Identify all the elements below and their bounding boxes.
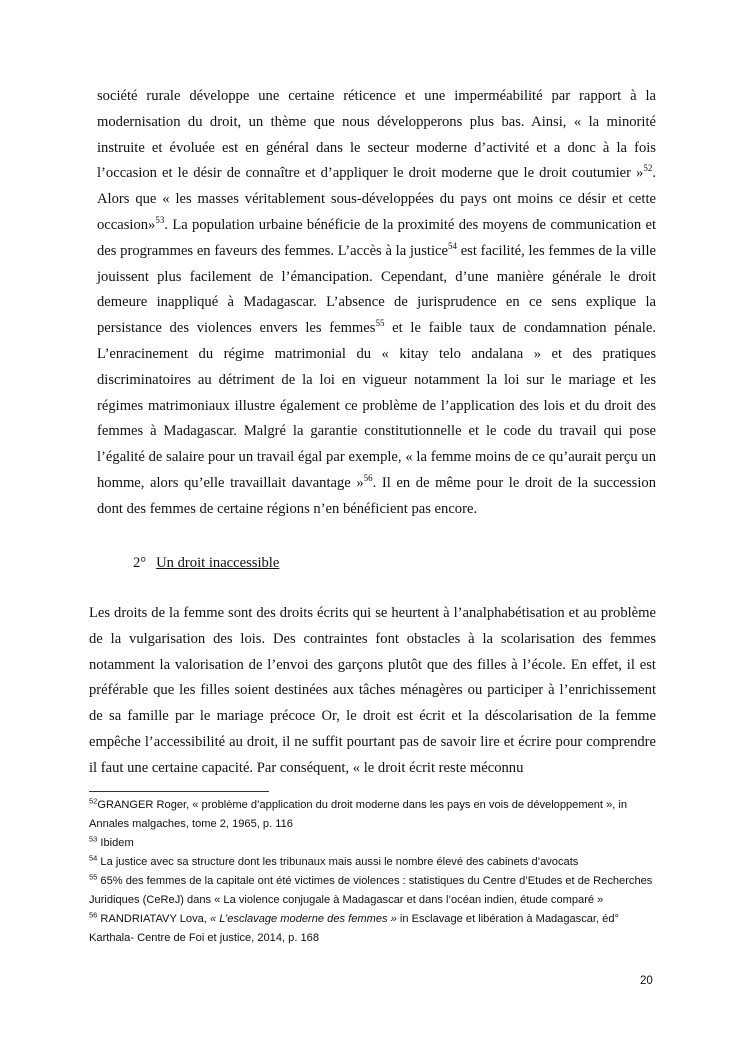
footnote-number: 53: [89, 834, 98, 844]
footnote-52: [89, 796, 661, 834]
footnote-ref-56[interactable]: 56: [363, 473, 373, 484]
footnote-text: RANDRIATAVY Lova,: [97, 913, 210, 925]
footnote-text: La justice avec sa structure dont les tribunaux mais aussi le nombre élevé des cabinets d’avocats: [97, 856, 579, 868]
footnote-text: GRANGER Roger, « problème d’application du droit moderne dans les pays en vois de développement », in Annales malgaches, tome 2, 1965, p. 116: [89, 799, 628, 830]
paragraph-text: . Il en de même pour le droit de la succession dont des femmes de certaine régions n’en bénéficient pas encore.: [97, 474, 656, 517]
paragraph-text: . La population urbaine bénéficie de la proximité des moyens de communication et des programmes en faveurs des femmes. L’accès à la justice: [97, 216, 656, 259]
body-paragraph-1: [97, 84, 656, 523]
section-number: 2°: [133, 555, 147, 571]
paragraph-text: . Alors que « les masses véritablement sous-développées du pays ont moins ce désir et cette occasion»: [97, 165, 656, 233]
footnote-number: 52: [89, 796, 98, 806]
paragraph-text: et le faible taux de condamnation pénale. L’enracinement du régime matrimonial du « kitay telo andalana » et des pratiques discriminatoires au détriment de la loi en vigueur notamment la loi sur le mariage et les régimes matrimoniaux illustre également ce problème de l’application des lois et du droit des femmes à Madagascar. Malgré la garantie constitutionnelle et le code du travail qui pose l’égalité de salaire pour un travail égal par exemple, « la femme moins de ce qu’aurait perçu un homme, alors qu’elle travaillait davantage »: [97, 320, 656, 491]
footnote-text: Ibidem: [97, 837, 134, 849]
footnote-55: [89, 872, 661, 910]
footnote-53: [89, 834, 661, 853]
paragraph-text: société rurale développe une certaine réticence et une imperméabilité par rapport à la modernisation du droit, un thème que nous développerons plus bas. Ainsi, « la minorité instruite et évoluée est en général dans le secteur moderne d’activité et a donc à la fois l’occasion et le désir de connaître et d’appliquer le droit moderne que le droit coutumier »: [97, 88, 656, 182]
footnote-ref-54[interactable]: 54: [447, 240, 457, 251]
footnote-separator: [89, 791, 269, 792]
page-number: 20: [640, 975, 653, 987]
paragraph-text: est facilité, les femmes de la ville jouissent plus facilement de l’émancipation. Cependant, d’une manière générale le droit demeure inappliqué à Madagascar. L’absence de jurisprudence en ce sens explique la persistance des violences envers les femmes: [97, 242, 657, 337]
footnote-ref-53[interactable]: 53: [155, 215, 165, 226]
footnote-ref-52[interactable]: 52: [643, 163, 653, 174]
footnotes: [89, 796, 661, 948]
section-title: Un droit inaccessible: [156, 555, 280, 571]
footnote-number: 55: [89, 872, 98, 882]
footnote-number: 56: [89, 910, 98, 920]
footnote-text: in Esclavage et libération à Madagascar, éd° Karthala- Centre de Foi et justice, 2014, p. 168: [89, 913, 619, 944]
footnote-italic-title: « L’esclavage moderne des femmes »: [209, 913, 397, 925]
footnote-56: [89, 910, 661, 948]
section-heading: [133, 552, 279, 574]
footnote-ref-55[interactable]: 55: [375, 318, 385, 329]
footnote-number: 54: [89, 853, 98, 863]
body-paragraph-2: Les droits de la femme sont des droits écrits qui se heurtent à l’analphabétisation et au problème de la vulgarisation des lois. Des contraintes font obstacles à la scolarisation des femmes notamment la valorisation de l’envoi des garçons plutôt que des filles à l’école. En effet, il est préférable que les filles soient destinées aux tâches ménagères ou participer à l’enrichissement de sa famille par le mariage précoce Or, le droit est écrit et la déscolarisation de la femme empêche l’accessibilité au droit, il ne suffit pourtant pas de savoir lire et écrire pour comprendre il faut une certaine capacité. Par conséquent, « le droit écrit reste méconnu: [89, 605, 656, 776]
footnote-text: 65% des femmes de la capitale ont été victimes de violences : statistiques du Centre d’Etudes et de Recherches Juridiques (CeReJ) dans « La violence conjugale à Madagascar et dans l’océan indien, étude comparé »: [89, 875, 653, 906]
footnote-54: [89, 853, 661, 872]
